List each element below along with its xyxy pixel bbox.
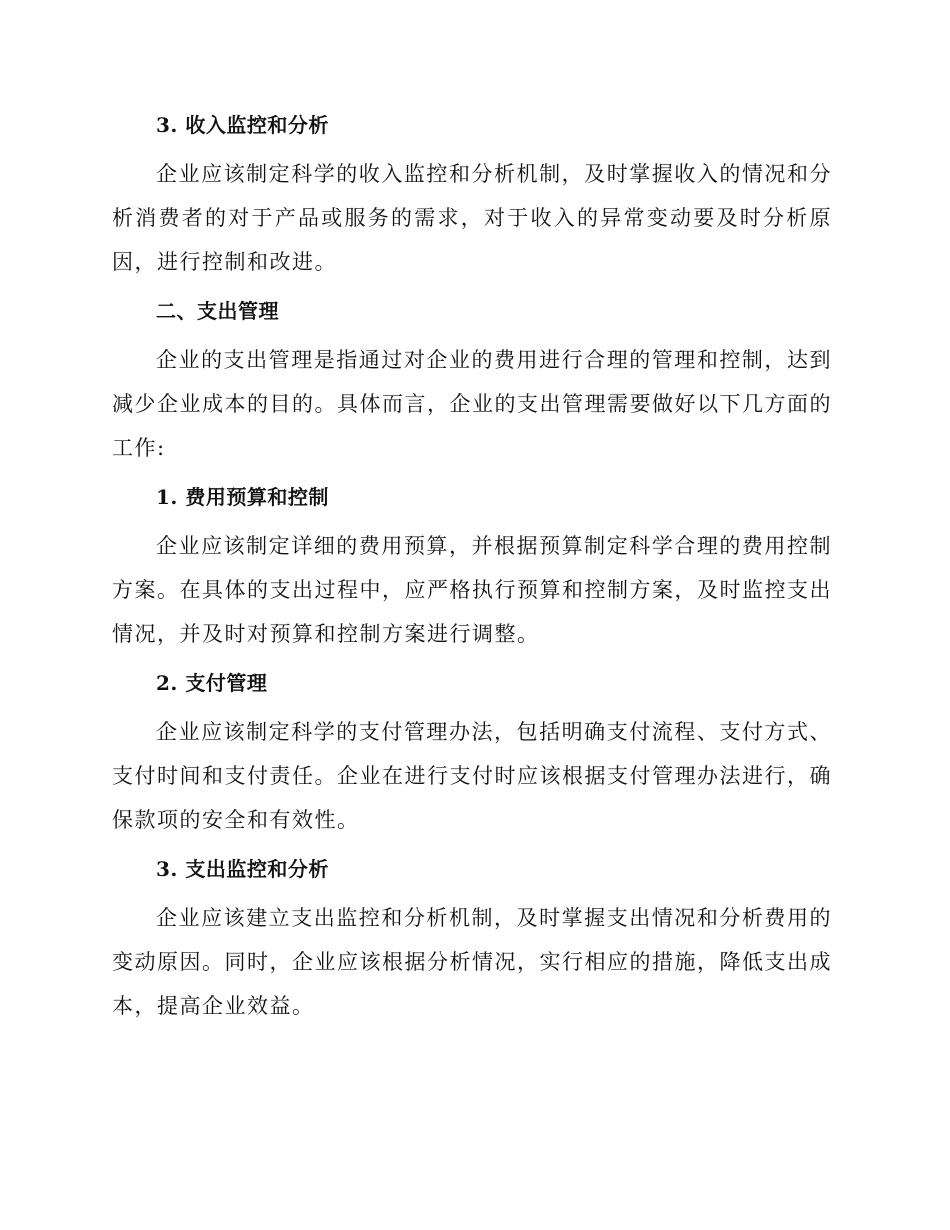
document-body bbox=[112, 108, 832, 1038]
paragraph-income-monitoring: 企业应该制定科学的收入监控和分析机制，及时掌握收入的情况和分析消费者的对于产品或服务的需求，对于收入的异常变动要及时分析原因，进行控制和改进。 bbox=[112, 162, 832, 274]
section-heading-payment-management: 2. 支付管理 bbox=[156, 671, 268, 695]
paragraph-payment-management: 企业应该制定科学的支付管理办法，包括明确支付流程、支付方式、支付时间和支付责任。企业在进行支付时应该根据支付管理办法进行，确保款项的安全和有效性。 bbox=[112, 720, 832, 832]
paragraph-budget-control: 企业应该制定详细的费用预算，并根据预算制定科学合理的费用控制方案。在具体的支出过程中，应严格执行预算和控制方案，及时监控支出情况，并及时对预算和控制方案进行调整。 bbox=[112, 534, 832, 646]
paragraph-expense-management: 企业的支出管理是指通过对企业的费用进行合理的管理和控制，达到减少企业成本的目的。具体而言，企业的支出管理需要做好以下几方面的工作: bbox=[112, 348, 832, 460]
section-heading-income-monitoring: 3. 收入监控和分析 bbox=[156, 113, 329, 137]
section-heading-budget-control: 1. 费用预算和控制 bbox=[156, 485, 329, 509]
paragraph-expense-monitoring: 企业应该建立支出监控和分析机制，及时掌握支出情况和分析费用的变动原因。同时，企业应该根据分析情况，实行相应的措施，降低支出成本，提高企业效益。 bbox=[112, 906, 832, 1018]
section-heading-expense-monitoring: 3. 支出监控和分析 bbox=[156, 857, 329, 881]
section-heading-expense-management: 二、支出管理 bbox=[156, 299, 279, 323]
